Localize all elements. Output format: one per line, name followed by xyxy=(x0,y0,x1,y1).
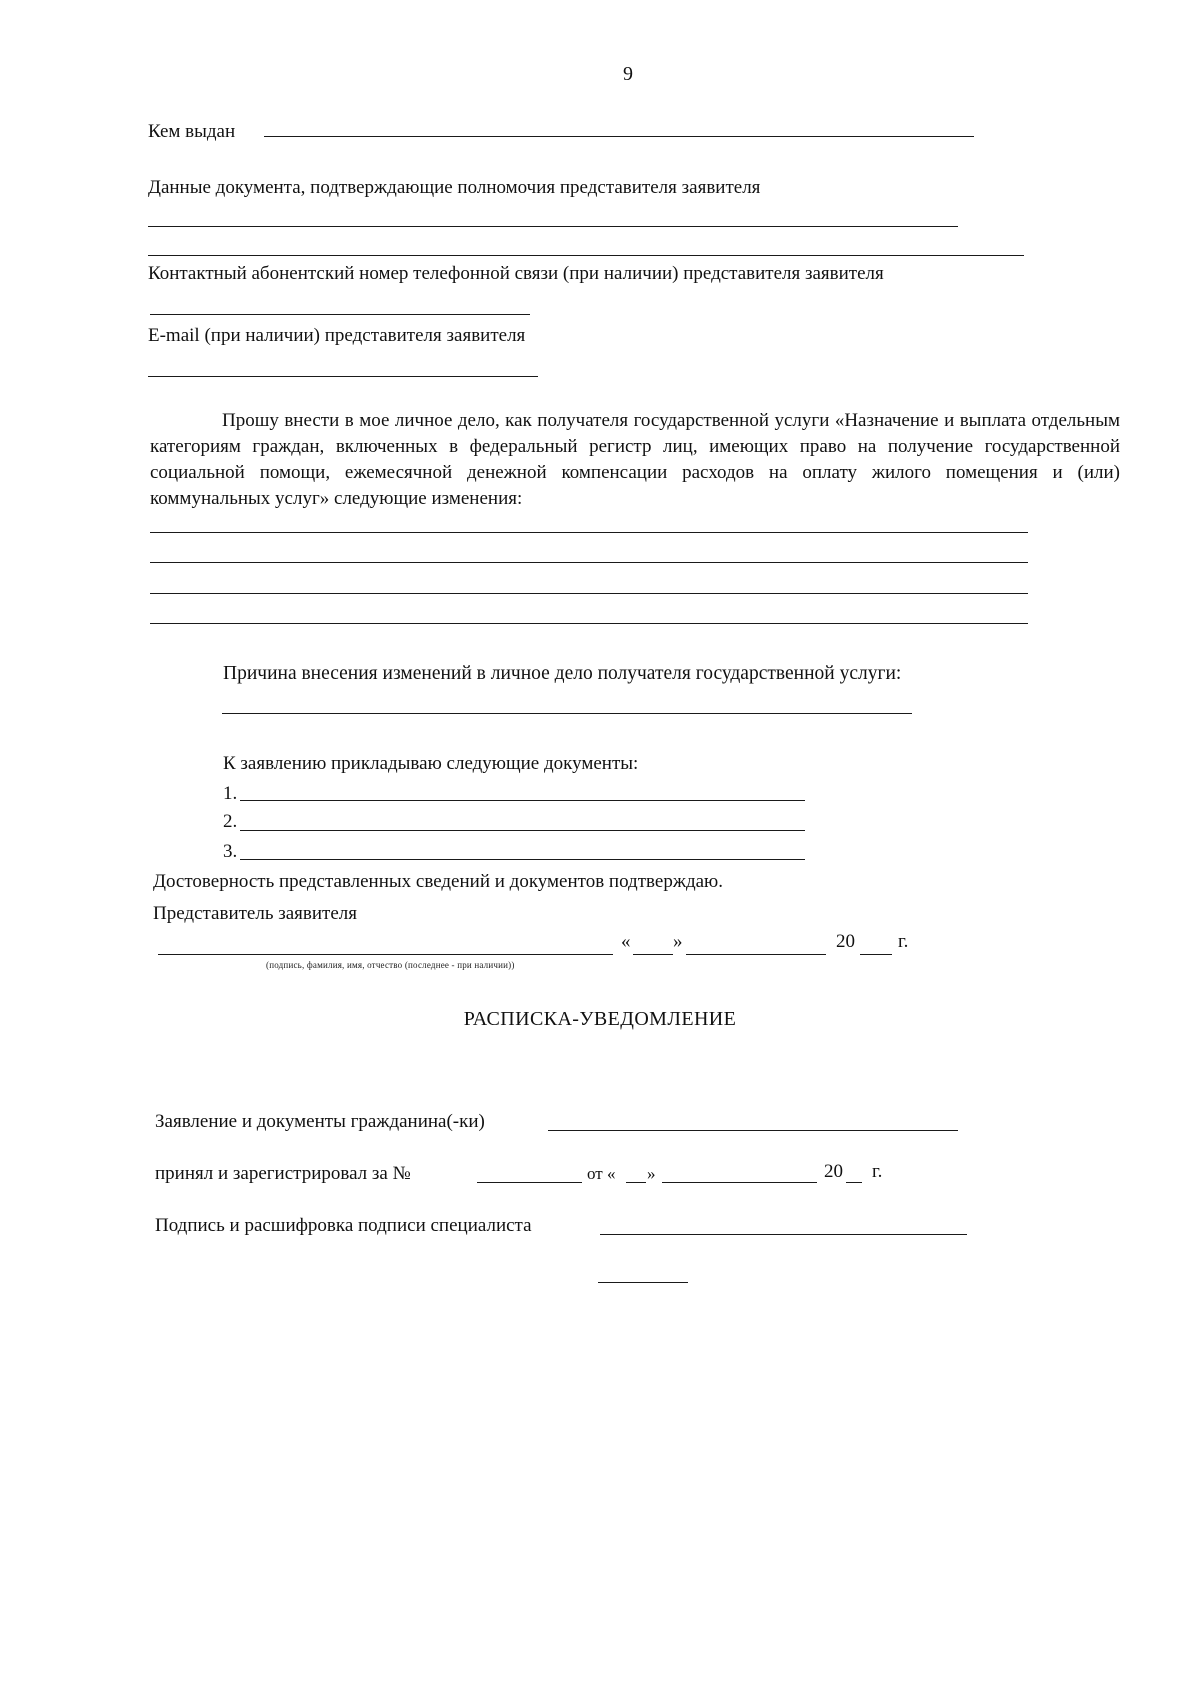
receipt-number-field[interactable] xyxy=(477,1182,582,1183)
signer-quote-close: » xyxy=(673,931,683,952)
reason-field[interactable] xyxy=(222,713,912,714)
attachment-number-3: 3. xyxy=(223,841,238,862)
request-paragraph: Прошу внести в мое личное дело, как получателя государственной услуги «Назначение и выплата отдельным категориям граждан, включенных в федеральный регистр лиц, имеющих право на получение государственной социальной помощи, ежемесячной денежной компенсации расходов на оплату жилого помещения и (или) коммунальных услуг» следующие изменения: xyxy=(150,410,1120,509)
email-field[interactable] xyxy=(148,376,538,377)
attachment-field-3[interactable] xyxy=(240,859,805,860)
signer-signature-field[interactable] xyxy=(158,954,613,955)
signer-year-field[interactable] xyxy=(860,954,892,955)
email-label: E-mail (при наличии) представителя заявителя xyxy=(148,325,526,346)
receipt-year-suffix: г. xyxy=(872,1161,883,1182)
representative-doc-field-1[interactable] xyxy=(148,226,958,227)
attachments-label: К заявлению прикладываю следующие документы: xyxy=(223,753,639,774)
signer-caption: (подпись, фамилия, имя, отчество (последнее - при наличии)) xyxy=(266,960,515,970)
signer-year-prefix: 20 xyxy=(836,931,855,952)
attachment-number-1: 1. xyxy=(223,783,238,804)
receipt-specialist-field[interactable] xyxy=(600,1234,967,1235)
attachment-field-1[interactable] xyxy=(240,800,805,801)
reason-label: Причина внесения изменений в личное дело получателя государственной услуги: xyxy=(223,663,902,684)
signer-day-field[interactable] xyxy=(633,954,673,955)
receipt-day-field[interactable] xyxy=(626,1182,646,1183)
changes-field-3[interactable] xyxy=(150,593,1028,594)
receipt-year-field[interactable] xyxy=(846,1182,862,1183)
receipt-from-label: от « xyxy=(587,1164,616,1183)
attachment-field-2[interactable] xyxy=(240,830,805,831)
receipt-from-close: » xyxy=(647,1164,656,1183)
receipt-month-field[interactable] xyxy=(662,1182,817,1183)
receipt-registered-label: принял и зарегистрировал за № xyxy=(155,1163,411,1184)
issued-by-field[interactable] xyxy=(264,136,974,137)
page-number: 9 xyxy=(623,63,633,85)
phone-label: Контактный абонентский номер телефонной связи (при наличии) представителя заявителя xyxy=(148,263,884,284)
receipt-title: РАСПИСКА-УВЕДОМЛЕНИЕ xyxy=(463,1008,737,1030)
changes-field-1[interactable] xyxy=(150,532,1028,533)
changes-field-2[interactable] xyxy=(150,562,1028,563)
receipt-specialist-label: Подпись и расшифровка подписи специалиста xyxy=(155,1215,532,1236)
receipt-citizen-docs-label: Заявление и документы гражданина(-ки) xyxy=(155,1111,485,1132)
issued-by-label: Кем выдан xyxy=(148,121,236,142)
end-divider xyxy=(598,1282,688,1283)
attachment-number-2: 2. xyxy=(223,811,238,832)
receipt-citizen-docs-field[interactable] xyxy=(548,1130,958,1131)
phone-field[interactable] xyxy=(150,314,530,315)
representative-doc-field-2[interactable] xyxy=(148,255,1024,256)
signer-quote-open: « xyxy=(621,931,631,952)
signer-year-suffix: г. xyxy=(898,931,909,952)
signer-label: Представитель заявителя xyxy=(153,903,358,924)
representative-doc-label: Данные документа, подтверждающие полномочия представителя заявителя xyxy=(148,177,761,198)
changes-field-4[interactable] xyxy=(150,623,1028,624)
confirmation-text: Достоверность представленных сведений и документов подтверждаю. xyxy=(153,871,723,892)
signer-month-field[interactable] xyxy=(686,954,826,955)
receipt-year-prefix: 20 xyxy=(824,1161,843,1182)
